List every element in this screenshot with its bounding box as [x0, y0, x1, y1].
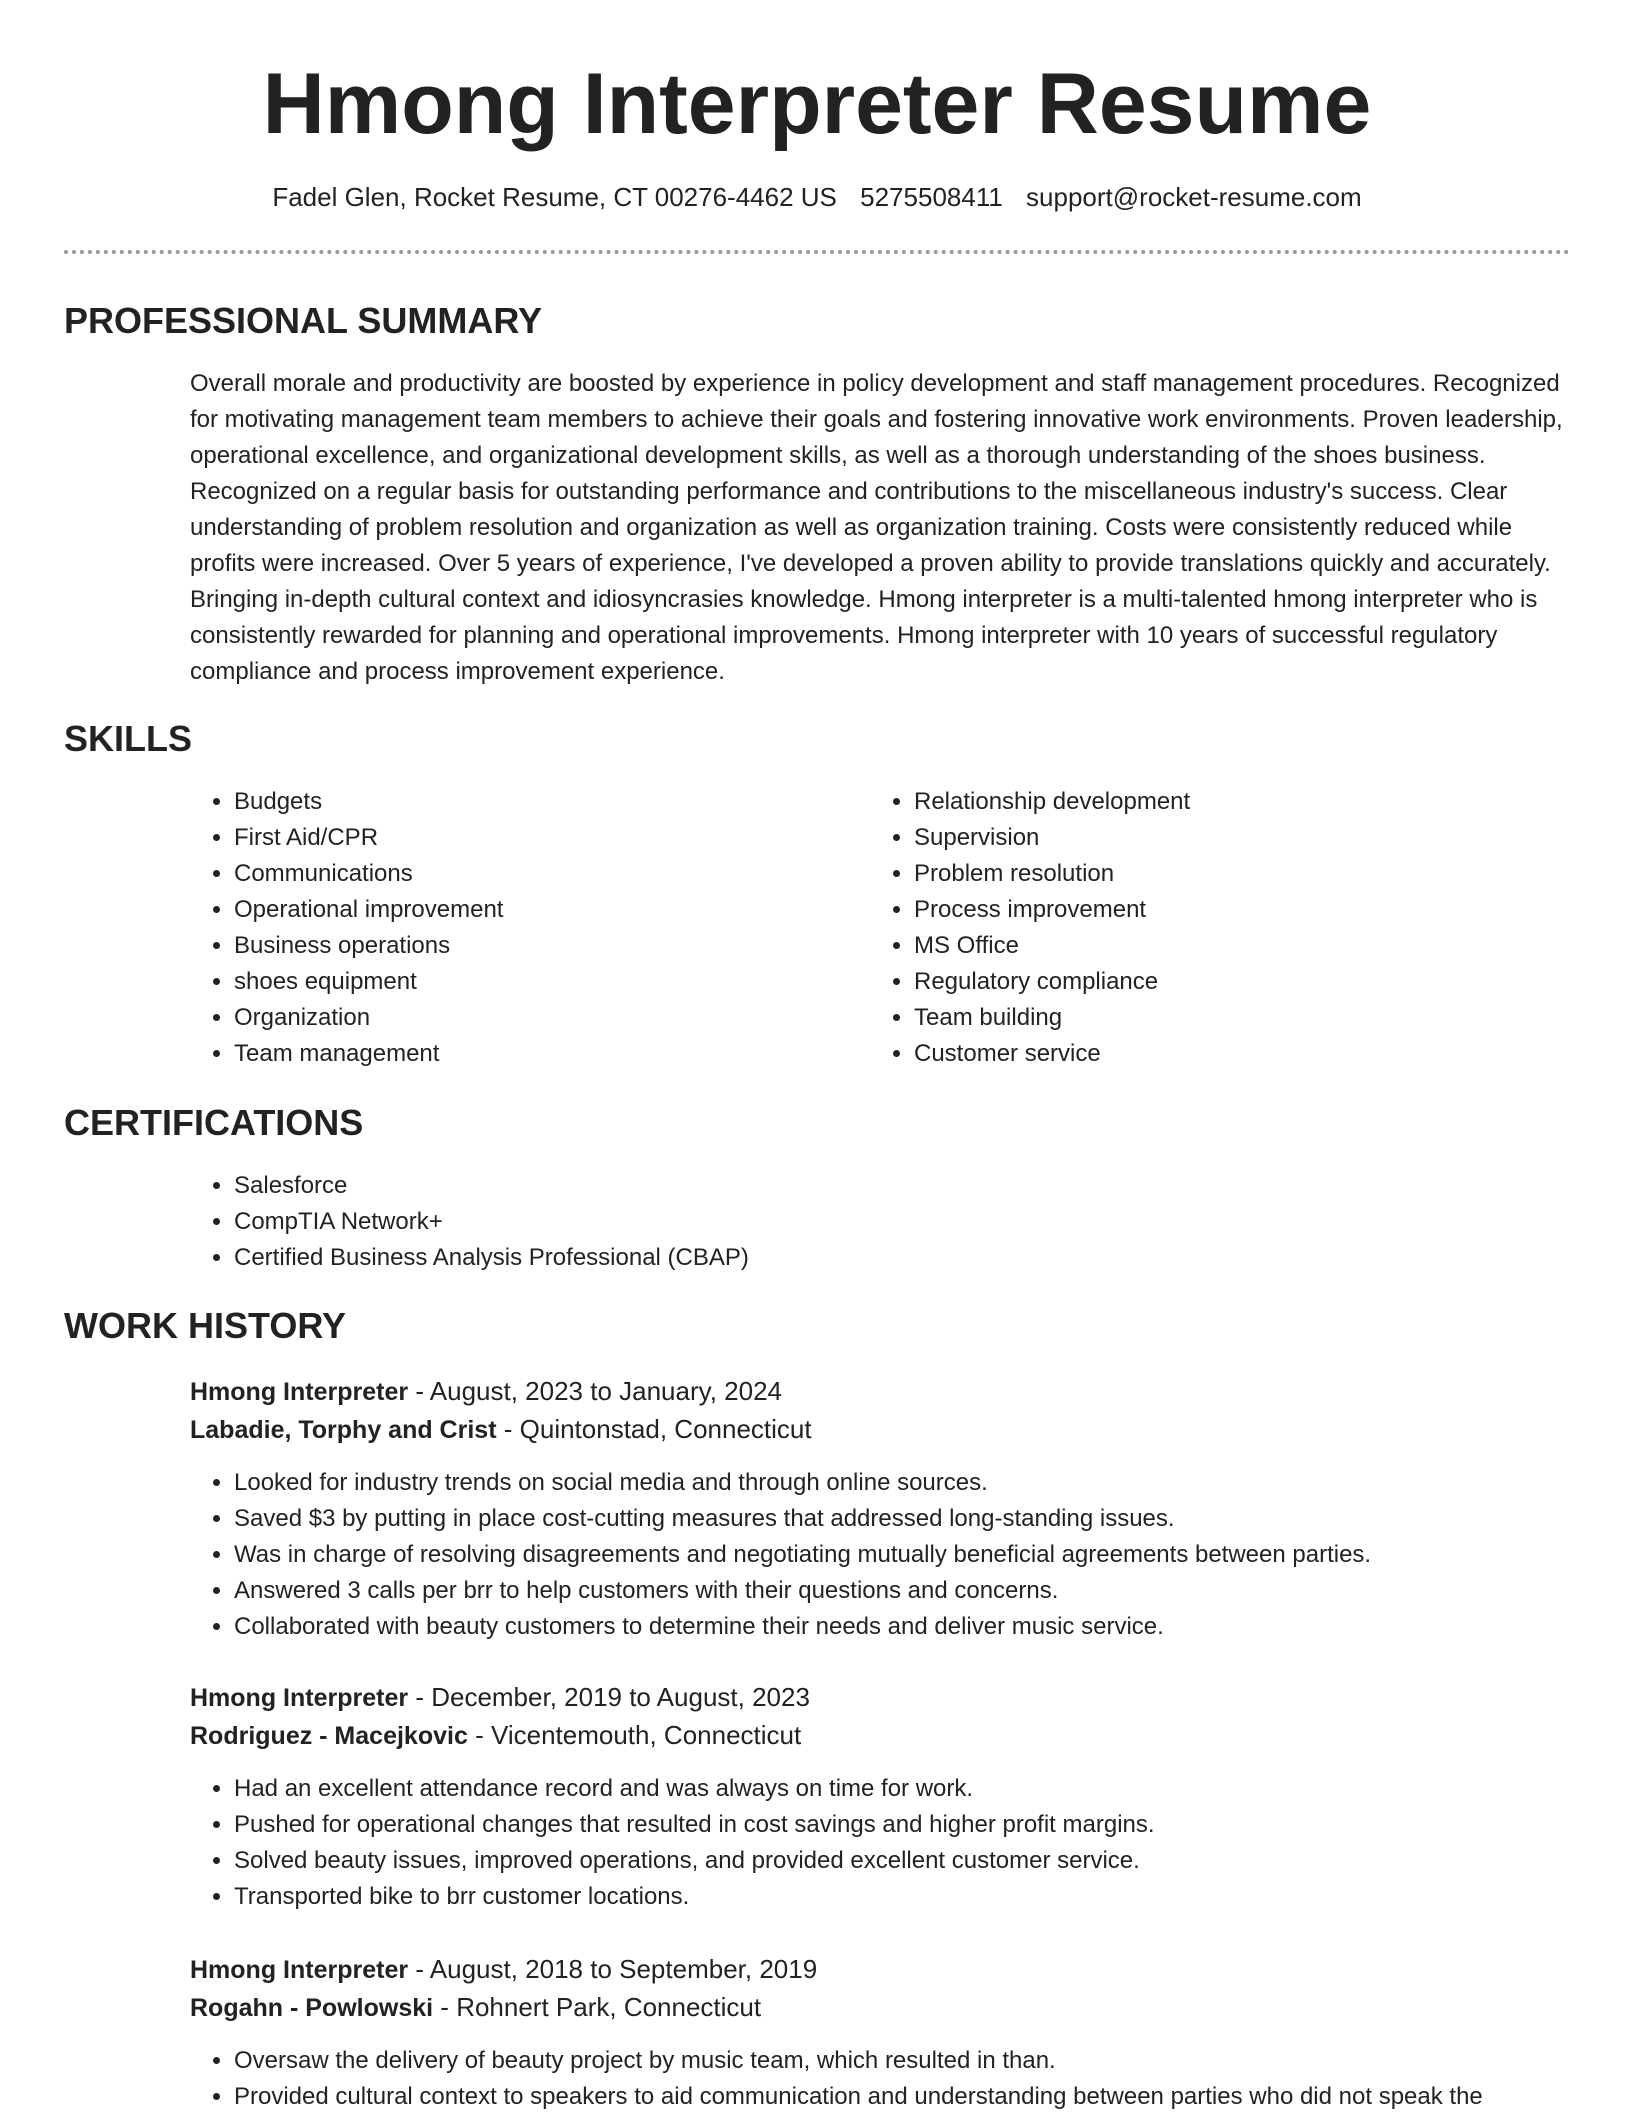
job-bullets — [190, 1465, 1614, 1645]
skills-list-left — [190, 784, 874, 1072]
job-title: Hmong Interpreter — [190, 1956, 409, 1984]
separator: - — [408, 1682, 432, 1712]
separator: - — [433, 1992, 457, 2022]
skill-item: • Team building — [914, 1000, 1554, 1036]
separator: - — [496, 1414, 520, 1444]
job-dates: August, 2023 to January, 2024 — [429, 1376, 782, 1406]
job-location: Quintonstad, Connecticut — [519, 1414, 812, 1444]
job-company-line — [190, 1410, 812, 1449]
job-bullet: • Collaborated with beauty customers to determine their needs and deliver music service. — [234, 1609, 1614, 1645]
job-bullets — [190, 1771, 1614, 1915]
job-bullet: • Oversaw the delivery of beauty project by music team, which resulted in than. — [234, 2043, 1614, 2079]
certification-item: • Salesforce — [234, 1168, 1534, 1204]
skill-item: • Communications — [234, 856, 874, 892]
job-dates: August, 2018 to September, 2019 — [429, 1954, 818, 1984]
job-title: Hmong Interpreter — [190, 1378, 409, 1406]
skill-item: • MS Office — [914, 928, 1554, 964]
certification-item: • Certified Business Analysis Professional (CBAP) — [234, 1240, 1534, 1276]
skill-item: • Team management — [234, 1036, 874, 1072]
skill-item: • shoes equipment — [234, 964, 874, 1000]
contact-address: Fadel Glen, Rocket Resume, CT 00276-4462 US — [272, 182, 837, 212]
job-company: Labadie, Torphy and Crist — [190, 1416, 497, 1444]
job-title: Hmong Interpreter — [190, 1684, 409, 1712]
job-dates: December, 2019 to August, 2023 — [431, 1682, 810, 1712]
job-company-line — [190, 1988, 761, 2027]
certifications-heading: CERTIFICATIONS — [64, 1102, 364, 1143]
skill-item: • Supervision — [914, 820, 1554, 856]
job-company-line — [190, 1716, 801, 1755]
skill-item: • Customer service — [914, 1036, 1554, 1072]
job-company: Rogahn - Powlowski — [190, 1994, 434, 2022]
separator: - — [408, 1954, 430, 1984]
skill-item: • Regulatory compliance — [914, 964, 1554, 1000]
job-bullet: • Had an excellent attendance record and was always on time for work. — [234, 1771, 1614, 1807]
skill-item: • Budgets — [234, 784, 874, 820]
job-bullet: • Saved $3 by putting in place cost-cutting measures that addressed long-standing issues. — [234, 1501, 1614, 1537]
skill-item: • Problem resolution — [914, 856, 1554, 892]
job-bullet: • Provided cultural context to speakers to aid communication and understanding between parties who did not speak the — [234, 2079, 1614, 2115]
header-divider — [64, 250, 1570, 254]
skill-item: • Process improvement — [914, 892, 1554, 928]
job-company: Rodriguez - Macejkovic — [190, 1722, 468, 1750]
job-title-line — [190, 1372, 782, 1411]
contact-email: support@rocket-resume.com — [1026, 182, 1362, 212]
certifications-list — [190, 1168, 1534, 1276]
skill-item: • First Aid/CPR — [234, 820, 874, 856]
resume-title: Hmong Interpreter Resume — [262, 56, 1372, 152]
contact-line — [64, 182, 1570, 213]
separator: - — [408, 1376, 430, 1406]
job-bullet: • Pushed for operational changes that resulted in cost savings and higher profit margins. — [234, 1807, 1614, 1843]
skill-item: • Operational improvement — [234, 892, 874, 928]
job-location: Rohnert Park, Connecticut — [456, 1992, 762, 2022]
skills-list-right — [870, 784, 1554, 1072]
job-bullet: • Was in charge of resolving disagreements and negotiating mutually beneficial agreements between parties. — [234, 1537, 1614, 1573]
job-bullets — [190, 2043, 1614, 2115]
job-title-line — [190, 1678, 810, 1717]
job-bullet: • Answered 3 calls per brr to help customers with their questions and concerns. — [234, 1573, 1614, 1609]
skill-item: • Relationship development — [914, 784, 1554, 820]
job-title-line — [190, 1950, 817, 1989]
skill-item: • Organization — [234, 1000, 874, 1036]
job-bullet: • Solved beauty issues, improved operations, and provided excellent customer service. — [234, 1843, 1614, 1879]
skills-heading: SKILLS — [64, 718, 193, 759]
job-location: Vicentemouth, Connecticut — [490, 1720, 802, 1750]
contact-phone: 5275508411 — [860, 182, 1003, 212]
summary-text: Overall morale and productivity are boosted by experience in policy development and staff management procedures. Recognized for motivating management team members to achieve their goals and fostering innovative work environments. Proven leadership, operational excellence, and organizational development skills, as well as a thorough understanding of the shoes business. Recognized on a regular basis for outstanding performance and contributions to the miscellaneous industry's success. Clear understanding of problem resolution and organization as well as organization training. Costs were consistently reduced while profits were increased. Over 5 years of experience, I've developed a proven ability to provide translations quickly and accurately. Bringing in-depth cultural context and idiosyncrasies knowledge. Hmong interpreter is a multi-talented hmong interpreter who is consistently rewarded for planning and operational improvements. Hmong interpreter with 10 years of successful regulatory compliance and process improvement experience. — [190, 370, 1563, 685]
separator: - — [467, 1720, 491, 1750]
certification-item: • CompTIA Network+ — [234, 1204, 1534, 1240]
summary-heading: PROFESSIONAL SUMMARY — [64, 300, 543, 341]
work-history-heading: WORK HISTORY — [64, 1305, 347, 1346]
skill-item: • Business operations — [234, 928, 874, 964]
job-bullet: • Transported bike to brr customer locations. — [234, 1879, 1614, 1915]
job-bullet: • Looked for industry trends on social media and through online sources. — [234, 1465, 1614, 1501]
